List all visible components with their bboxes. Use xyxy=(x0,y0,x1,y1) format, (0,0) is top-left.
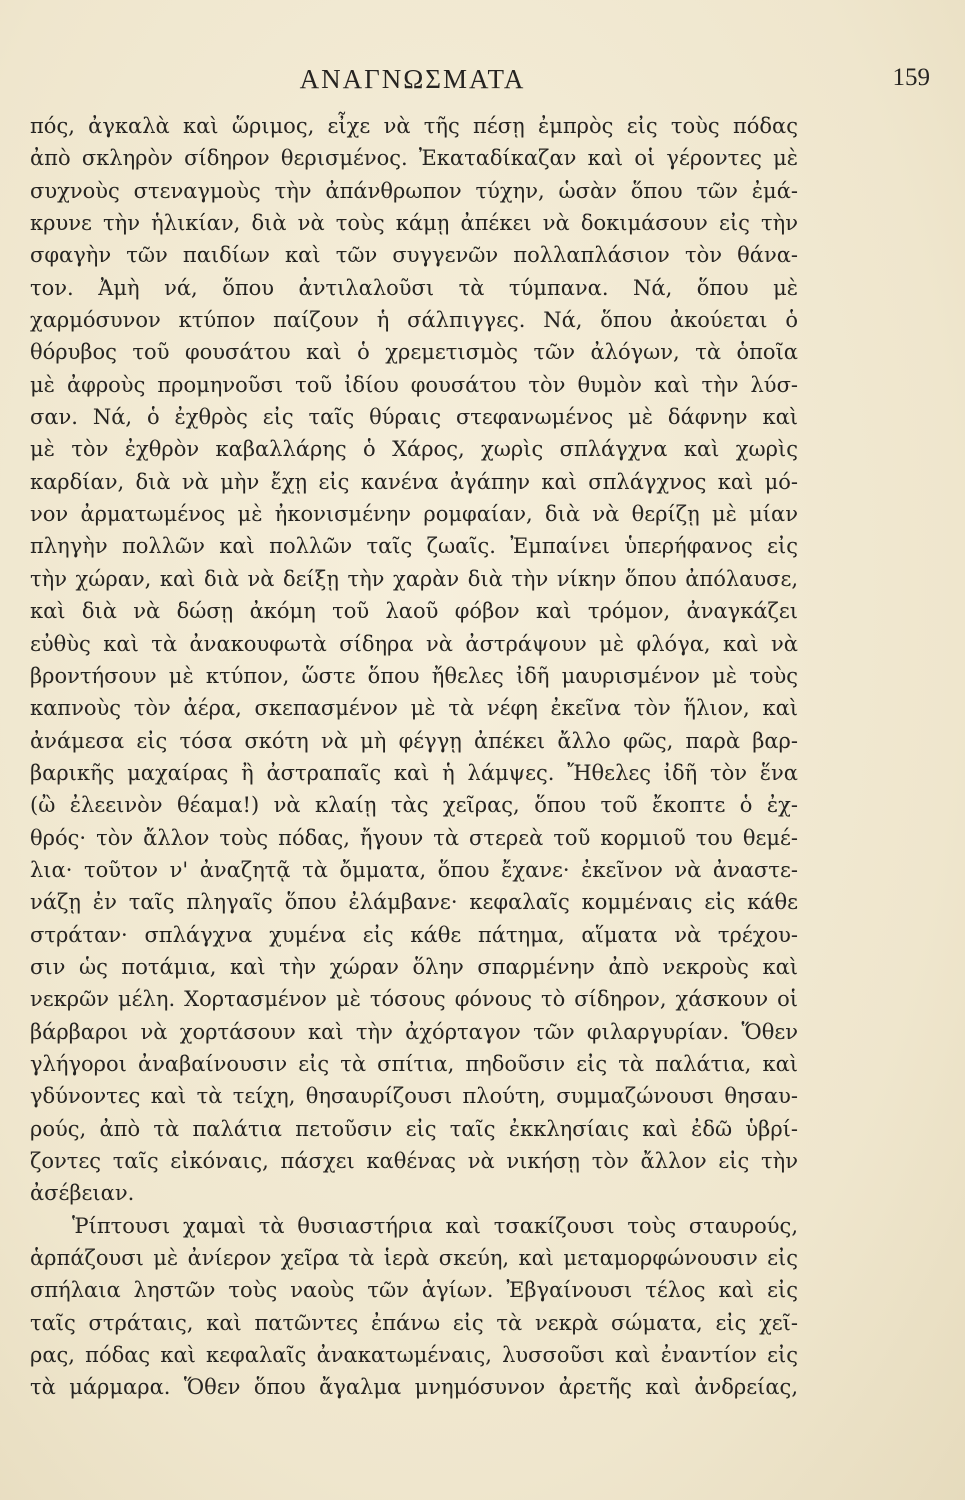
text-line: καπνοὺς τὸν ἀέρα, σκεπασμένον μὲ τὰ νέφη ἐκεῖνα τὸν ἥλιον, καὶ xyxy=(30,696,798,721)
text-line: τον. Ἀμὴ νά, ὅπου ἀντιλαλοῦσι τὰ τύμπανα. Νά, ὅπου μὲ xyxy=(30,275,798,300)
text-line: θρός· τὸν ἄλλον τοὺς πόδας, ἤγουν τὰ στερεὰ τοῦ κορμιοῦ του θεμέ- xyxy=(30,825,798,850)
text-line: μὲ ἀφροὺς προμηνοῦσι τοῦ ἰδίου φουσάτου τὸν θυμὸν καὶ τὴν λύσ- xyxy=(30,372,798,397)
text-line: εὐθὺς καὶ τὰ ἀνακουφωτὰ σίδηρα νὰ ἀστράψουν μὲ φλόγα, καὶ νὰ xyxy=(30,631,798,656)
text-line: στράταν· σπλάγχνα χυμένα εἰς κάθε πάτημα, αἵματα νὰ τρέχου- xyxy=(30,922,798,947)
text-line: θόρυβος τοῦ φουσάτου καὶ ὁ χρεμετισμὸς τῶν ἀλόγων, τὰ ὁποῖα xyxy=(30,340,798,365)
text-line: πός, ἀγκαλὰ καὶ ὥριμος, εἶχε νὰ τῆς πέσῃ ἐμπρὸς εἰς τοὺς πόδας xyxy=(30,114,798,138)
text-line: γδύνοντες καὶ τὰ τείχη, θησαυρίζουσι πλούτη, συμμαζώνουσι θησαυ- xyxy=(30,1084,798,1109)
page-header xyxy=(30,64,930,98)
text-line: ζοντες ταῖς εἰκόναις, πάσχει καθένας νὰ νικήσῃ τὸν ἄλλον εἰς τὴν xyxy=(30,1149,798,1173)
text-line: ἀπὸ σκληρὸν σίδηρον θερισμένος. Ἐκαταδίκαζαν καὶ οἱ γέροντες μὲ xyxy=(30,146,798,171)
text-line: ρούς, ἀπὸ τὰ παλάτια πετοῦσιν εἰς ταῖς ἐκκλησίαις καὶ ἐδῶ ὑβρί- xyxy=(30,1116,798,1141)
text-line: βάρβαροι νὰ χορτάσουν καὶ τὴν ἀχόρταγον τῶν φιλαργυρίαν. Ὅθεν xyxy=(30,1019,798,1044)
text-line: ἀσέβειαν. xyxy=(30,1181,135,1206)
running-title: ΑΝΑΓΝΩΣΜΑΤΑ xyxy=(299,64,526,94)
text-line: (ὢ ἐλεεινὸν θέαμα!) νὰ κλαίῃ τὰς χεῖρας, ὅπου τοῦ ἔκοπτε ὁ ἐχ- xyxy=(30,793,798,818)
text-line: ρας, πόδας καὶ κεφαλαῖς ἀνακατωμέναις, λυσσοῦσι καὶ ἐναντίον εἰς xyxy=(30,1343,798,1368)
text-line: κρυνε τὴν ἡλικίαν, διὰ νὰ τοὺς κάμῃ ἀπέκει νὰ δοκιμάσουν εἰς τὴν xyxy=(30,211,798,236)
text-line: νάζῃ ἐν ταῖς πληγαῖς ὅπου ἐλάμβανε· κεφαλαῖς κομμέναις εἰς κάθε xyxy=(30,890,798,915)
text-line: καὶ διὰ νὰ δώσῃ ἀκόμη τοῦ λαοῦ φόβον καὶ τρόμον, ἀναγκάζει xyxy=(30,599,798,624)
text-line: βαρικῆς μαχαίρας ἢ ἀστραπαῖς καὶ ἡ λάμψες. Ἤθελες ἰδῆ τὸν ἕνα xyxy=(30,760,798,785)
text-line: νον ἀρματωμένος μὲ ἠκονισμένην ρομφαίαν, διὰ νὰ θερίζῃ μὲ μίαν xyxy=(30,502,798,527)
body-text xyxy=(30,110,798,1404)
text-line: γλήγοροι ἀναβαίνουσιν εἰς τὰ σπίτια, πηδοῦσιν εἰς τὰ παλάτια, καὶ xyxy=(30,1051,798,1076)
text-line: νεκρῶν μέλη. Χορτασμένον μὲ τόσους φόνους τὸ σίδηρον, χάσκουν οἱ xyxy=(30,987,798,1012)
text-line: μὲ τὸν ἐχθρὸν καβαλλάρης ὁ Χάρος, χωρὶς σπλάγχνα καὶ χωρὶς xyxy=(30,437,798,462)
text-line: συχνοὺς στεναγμοὺς τὴν ἀπάνθρωπον τύχην, ὡσὰν ὅπου τῶν ἐμά- xyxy=(30,178,798,203)
text-line: πληγὴν πολλῶν καὶ πολλῶν ταῖς ζωαῖς. Ἐμπαίνει ὑπερήφανος εἰς xyxy=(30,534,798,559)
text-line: λια· τοῦτον ν' ἀναζητᾷ τὰ ὄμματα, ὅπου ἔχανε· ἐκεῖνον νὰ ἀναστε- xyxy=(30,857,798,882)
text-line: καρδίαν, διὰ νὰ μὴν ἔχῃ εἰς κανένα ἀγάπην καὶ σπλάγχνος καὶ μό- xyxy=(30,469,798,494)
text-line: Ῥίπτουσι χαμαὶ τὰ θυσιαστήρια καὶ τσακίζουσι τοὺς σταυρούς, xyxy=(72,1213,798,1238)
text-line: σιν ὡς ποτάμια, καὶ τὴν χώραν ὅλην σπαρμένην ἀπὸ νεκροὺς καὶ xyxy=(30,954,798,979)
text-line: χαρμόσυνον κτύπον παίζουν ἡ σάλπιγγες. Νά, ὅπου ἀκούεται ὁ xyxy=(30,308,798,333)
text-line: σαν. Νά, ὁ ἐχθρὸς εἰς ταῖς θύραις στεφανωμένος μὲ δάφνην καὶ xyxy=(30,405,798,430)
page-number: 159 xyxy=(892,64,930,91)
text-line: ἁρπάζουσι μὲ ἀνίερον χεῖρα τὰ ἱερὰ σκεύη, καὶ μεταμορφώνουσιν εἰς xyxy=(30,1246,798,1271)
text-line: σφαγὴν τῶν παιδίων καὶ τῶν συγγενῶν πολλαπλάσιον τὸν θάνα- xyxy=(30,243,798,268)
text-line: τὰ μάρμαρα. Ὅθεν ὅπου ἄγαλμα μνημόσυνον ἀρετῆς καὶ ἀνδρείας, xyxy=(30,1375,798,1400)
text-line: βροντήσουν μὲ κτύπον, ὥστε ὅπου ἤθελες ἰδῆ μαυρισμένον μὲ τοὺς xyxy=(30,663,798,688)
text-line: τὴν χώραν, καὶ διὰ νὰ δείξῃ τὴν χαρὰν διὰ τὴν νίκην ὅπου ἀπόλαυσε, xyxy=(30,566,798,591)
text-line: σπήλαια ληστῶν τοὺς ναοὺς τῶν ἁγίων. Ἐβγαίνουσι τέλος καὶ εἰς xyxy=(30,1278,798,1303)
text-line: ταῖς στράταις, καὶ πατῶντες ἐπάνω εἰς τὰ νεκρὰ σώματα, εἰς χεῖ- xyxy=(30,1310,798,1335)
text-line: ἀνάμεσα εἰς τόσα σκότη νὰ μὴ φέγγῃ ἀπέκει ἄλλο φῶς, παρὰ βαρ- xyxy=(30,728,798,753)
